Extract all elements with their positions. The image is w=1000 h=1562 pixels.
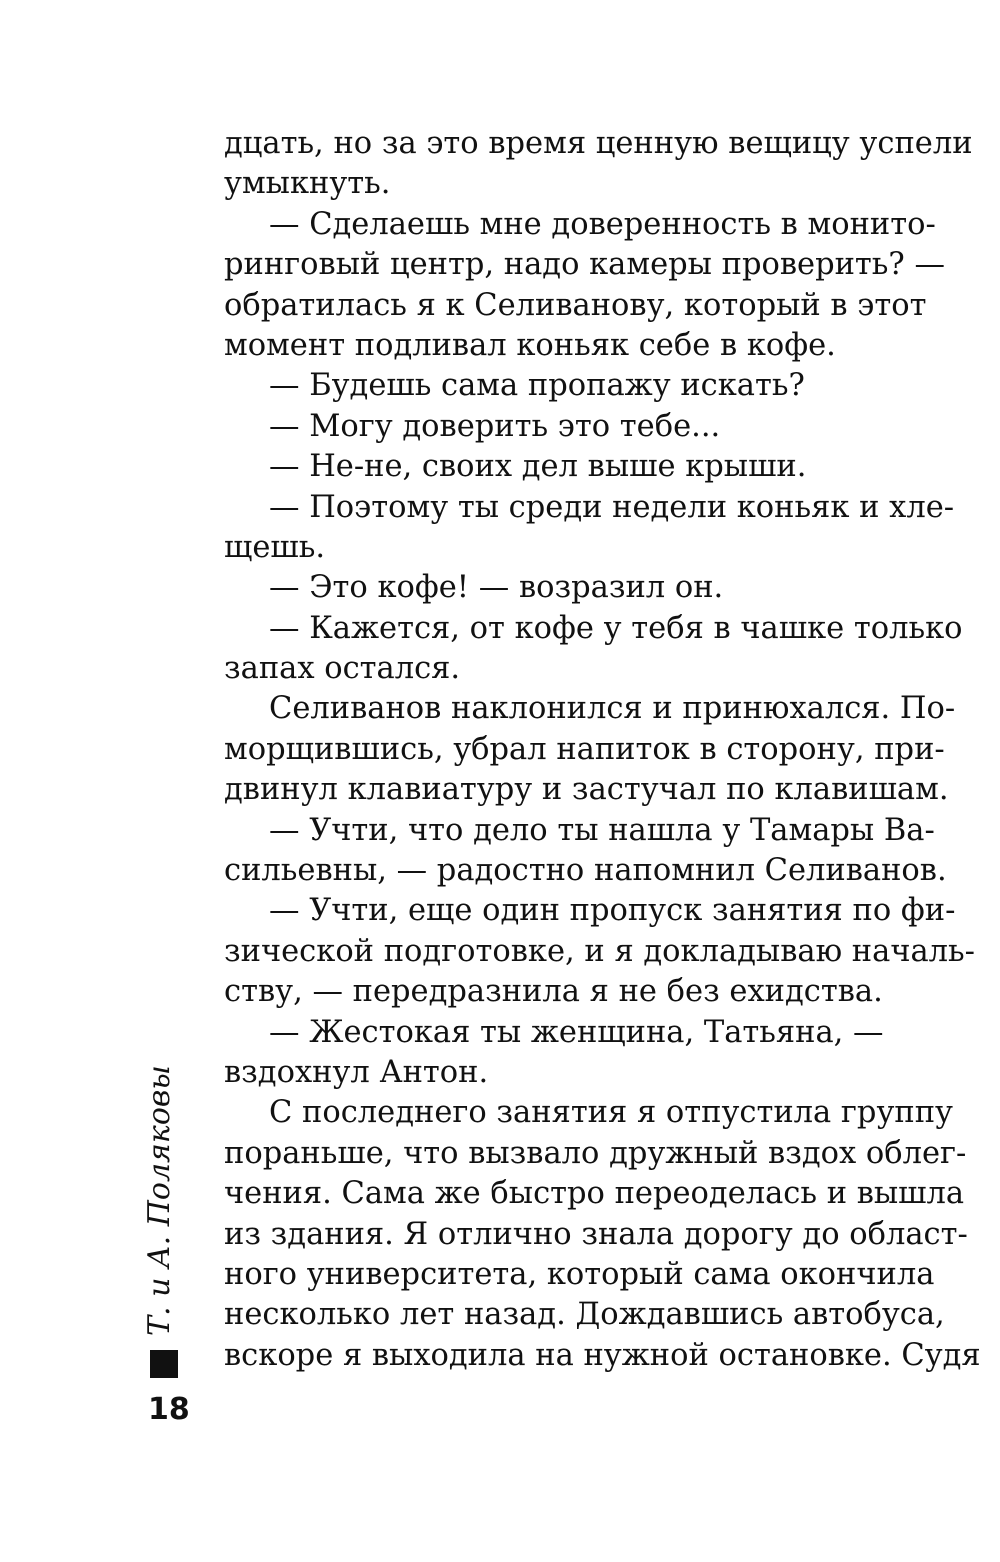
text-line: С последнего занятия я отпустила группу: [269, 1095, 953, 1131]
text-line: двинул клавиатуру и застучал по клавишам.: [224, 772, 949, 808]
text-line: чения. Сама же быстро переоделась и вышла: [224, 1176, 965, 1212]
text-line: вздохнул Антон.: [224, 1054, 489, 1090]
page-marker-square: [150, 1350, 178, 1378]
text-line: ринговый центр, надо камеры проверить? —: [224, 247, 945, 283]
text-line: — Поэтому ты среди недели коньяк и хле-: [269, 489, 955, 525]
body-text: [224, 124, 981, 1376]
text-line: — Могу доверить это тебе...: [269, 408, 721, 444]
running-head-author: Т. и А. Поляковы: [142, 1065, 177, 1336]
text-line: — Будешь сама пропажу искать?: [269, 368, 805, 404]
text-line: дцать, но за это время ценную вещицу успели: [224, 126, 973, 161]
text-line: момент подливал коньяк себе в кофе.: [224, 327, 836, 363]
text-line: пораньше, что вызвало дружный вздох облег-: [224, 1135, 967, 1171]
text-line: — Это кофе! — возразил он.: [269, 570, 724, 606]
text-line: — Кажется, от кофе у тебя в чашке только: [269, 610, 963, 646]
text-line: — Жестокая ты женщина, Татьяна, —: [269, 1014, 884, 1050]
text-line: ству, — передразнила я не без ехидства.: [224, 974, 883, 1010]
text-line: вскоре я выходила на нужной остановке. Судя: [224, 1337, 981, 1373]
text-line: — Учти, еще один пропуск занятия по фи-: [269, 893, 956, 929]
text-line: умыкнуть.: [224, 166, 391, 202]
text-line: обратилась я к Селиванову, который в этот: [224, 287, 927, 323]
text-line: из здания. Я отлично знала дорогу до област-: [224, 1216, 968, 1252]
text-line: сильевны, — радостно напомнил Селиванов.: [224, 853, 947, 889]
text-line: Селиванов наклонился и принюхался. По-: [269, 691, 956, 727]
text-line: зической подготовке, и я докладываю началь-: [224, 933, 975, 969]
text-line: — Сделаешь мне доверенность в монито-: [269, 206, 936, 242]
text-line: морщившись, убрал напиток в сторону, при-: [224, 731, 945, 767]
text-line: щешь.: [224, 529, 326, 565]
text-line: ного университета, который сама окончила: [224, 1256, 935, 1292]
text-line: запах остался.: [224, 651, 461, 687]
text-line: несколько лет назад. Дождавшись автобуса,: [224, 1297, 945, 1333]
text-line: — Учти, что дело ты нашла у Тамары Ва-: [269, 812, 935, 848]
text-line: — Не-не, своих дел выше крыши.: [269, 449, 807, 485]
page-number: 18: [148, 1392, 190, 1427]
